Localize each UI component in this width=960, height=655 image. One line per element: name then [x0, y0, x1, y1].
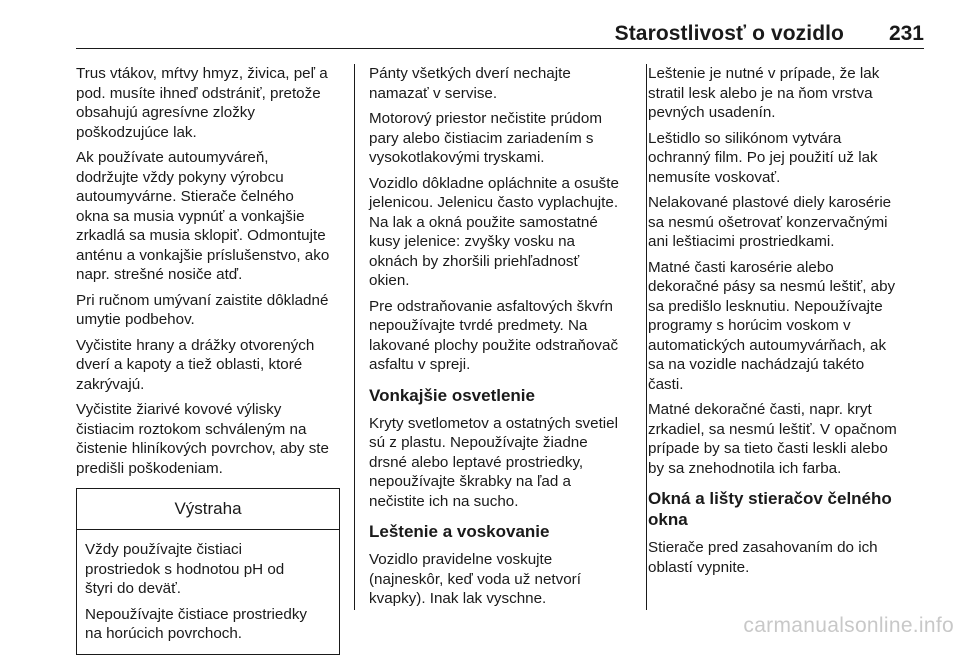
warning-title: Výstraha: [77, 489, 339, 530]
paragraph: Matné dekoračné časti, napr. kryt zrkadiel, sa nesmú leštiť. V opačnom prípade by sa tieto časti leskli alebo by sa znehodnotila ich farba.: [648, 401, 897, 477]
paragraph: Nepoužívajte čistiace prostriedky na horúcich povrchoch.: [85, 605, 308, 642]
section-heading: Leštenie a voskovanie: [369, 522, 550, 541]
paragraph: Ak používate autoumyváreň, dodržujte vždy pokyny výrobcu autoumyvárne. Stierače čelného okna sa musia vypnúť a vonkajšie zrkadlá sa musia sklopiť. Odmontujte anténu a vonkajšie príslušenstvo, ako napr. strešné nosiče atď.: [76, 149, 330, 283]
paragraph: Pre odstraňovanie asfaltových škvŕn nepoužívajte tvrdé predmety. Na lakované plochy použite odstraňovač asfaltu v spreji.: [369, 297, 619, 373]
column-2: [369, 64, 635, 615]
chapter-title: Starostlivosť o vozidlo: [614, 22, 844, 45]
paragraph: Leštidlo so silikónom vytvára ochranný film. Po jej použití už lak nemusíte voskovať.: [648, 129, 878, 186]
paragraph: Stierače pred zasahovaním do ich oblastí vypnite.: [648, 539, 878, 576]
column-divider-1: [354, 64, 355, 610]
paragraph: Vždy používajte čistiaci prostriedok s hodnotou pH od štyri do deväť.: [85, 541, 285, 597]
paragraph: Kryty svetlometov a ostatných svetiel sú z plastu. Nepoužívajte žiadne drsné alebo leptavé prostriedky, nepoužívajte škrabky na ľad a nečistite ich na sucho.: [369, 414, 619, 510]
page-header: [76, 22, 924, 48]
paragraph: Matné časti karosérie alebo dekoračné pásy sa nesmú leštiť, aby sa predišlo lesknutiu. Nepoužívajte programy s horúcim voskom v automatických autoumyvárňach, ak sa na vozidle nachádzajú takéto časti.: [648, 258, 896, 393]
column-divider-2: [646, 64, 647, 610]
warning-body: [77, 530, 339, 654]
warning-box: [76, 488, 340, 655]
paragraph: Leštenie je nutné v prípade, že lak stratil lesk alebo je na ňom vrstva pevných usadenín.: [648, 65, 880, 121]
paragraph: Vozidlo pravidelne voskujte (najneskôr, keď voda už netvorí kvapky). Inak lak vyschne.: [369, 551, 581, 607]
paragraph: Vyčistite žiarivé kovové výlisky čistiacim roztokom schváleným na čistenie hliníkových povrchov, aby ste predišli poškodeniam.: [76, 401, 329, 477]
paragraph: Pánty všetkých dverí nechajte namazať v servise.: [369, 65, 571, 102]
paragraph: Pri ručnom umývaní zaistite dôkladné umytie podbehov.: [76, 291, 329, 328]
section-heading: Vonkajšie osvetlenie: [369, 385, 535, 405]
page-number: 231: [888, 22, 924, 45]
paragraph: Vyčistite hrany a drážky otvorených dverí a kapoty a tiež oblasti, ktoré zakrývajú.: [76, 336, 315, 393]
column-1: [76, 64, 348, 655]
header-divider: [76, 48, 924, 49]
section-heading: Okná a lišty stieračov čelného okna: [648, 489, 892, 529]
watermark: carmanualsonline.info: [743, 614, 954, 637]
paragraph: Trus vtákov, mŕtvy hmyz, živica, peľ a pod. musíte ihneď odstrániť, pretože obsahujú agresívne zložky poškodzujúce lak.: [76, 65, 328, 141]
paragraph: Vozidlo dôkladne opláchnite a osušte jelenicou. Jelenicu často vyplachujte. Na lak a okná použite samostatné kusy jelenice: zvyšky vosku na oknách by zhoršili priehľadnosť okien.: [369, 174, 619, 289]
column-3: [648, 64, 926, 583]
paragraph: Motorový priestor nečistite prúdom pary alebo čistiacim zariadením s vysokotlakovými tryskami.: [369, 110, 602, 166]
paragraph: Nelakované plastové diely karosérie sa nesmú ošetrovať konzervačnými ani leštiacimi prostriedkami.: [648, 194, 892, 250]
